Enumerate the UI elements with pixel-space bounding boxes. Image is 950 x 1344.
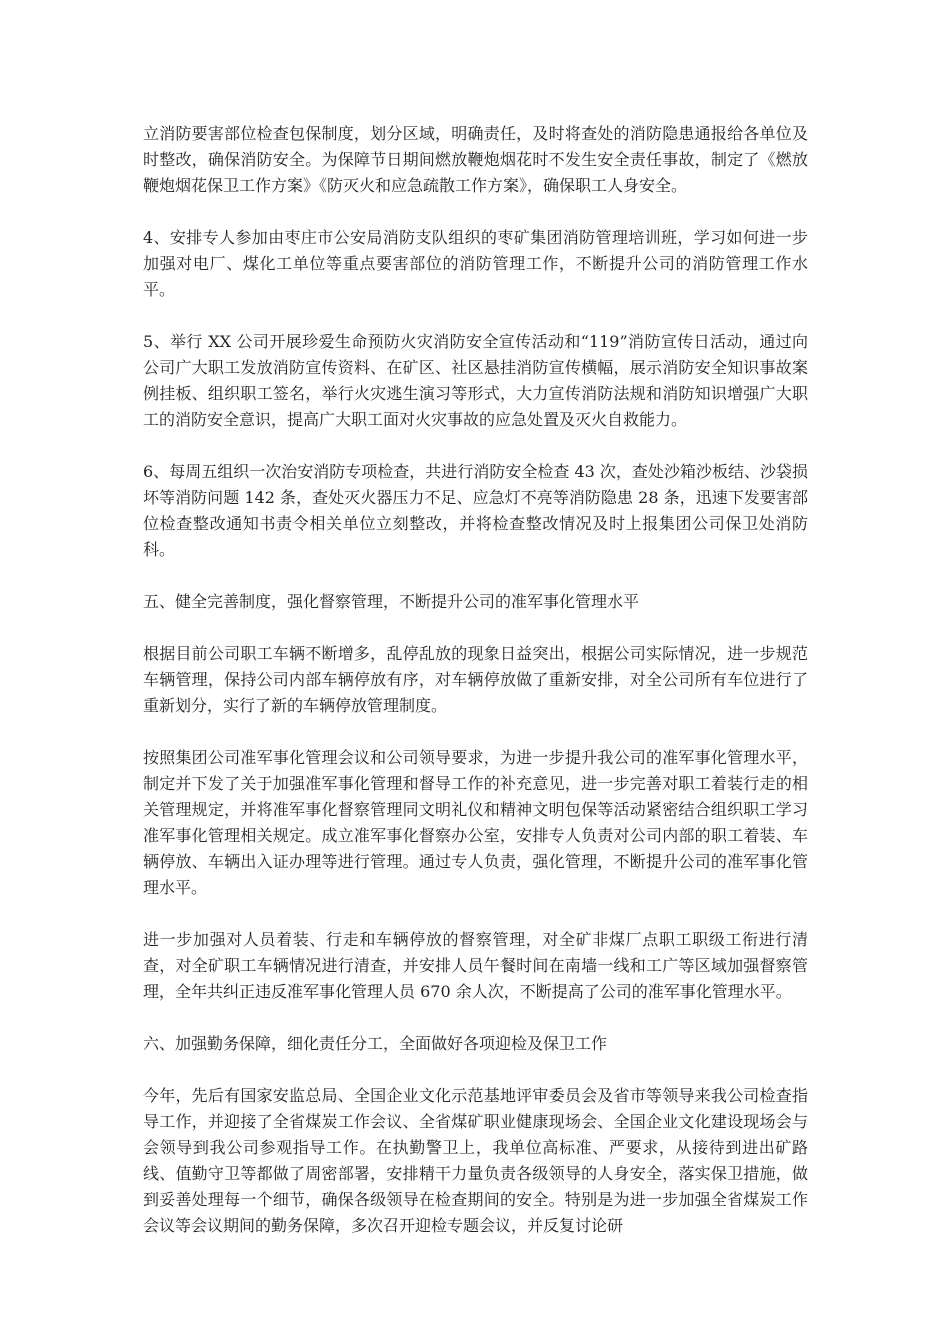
paragraph-item-4-training: 4、安排专人参加由枣庄市公安局消防支队组织的枣矿集团消防管理培训班，学习如何进一步加强对电厂、煤化工单位等重点要害部位的消防管理工作，不断提升公司的消防管理工作水平。 <box>143 228 808 299</box>
paragraph-item-5-publicity: 5、举行 XX 公司开展珍爱生命预防火灾消防安全宣传活动和“119”消防宣传日活动，通过向公司广大职工发放消防宣传资料、在矿区、社区悬挂消防宣传横幅，展示消防安全知识事故案例挂板、组织职工签名，举行火灾逃生演习等形式，大力宣传消防法规和消防知识增强广大职工的消防安全意识，提高广大职工面对火灾事故的应急处置及灭火自救能力。 <box>143 332 808 429</box>
paragraph-vehicle-management: 根据目前公司职工车辆不断增多，乱停乱放的现象日益突出，根据公司实际情况，进一步规范车辆管理，保持公司内部车辆停放有序，对车辆停放做了重新安排，对全公司所有车位进行了重新划分，实行了新的车辆停放管理制度。 <box>143 644 808 715</box>
paragraph-duty-security: 今年，先后有国家安监总局、全国企业文化示范基地评审委员会及省市等领导来我公司检查指导工作，并迎接了全省煤炭工作会议、全省煤矿职业健康现场会、全国企业文化建设现场会与会领导到我公司参观指导工作。在执勤警卫上，我单位高标准、严要求，从接待到进出矿路线、值勤守卫等都做了周密部署，安排精干力量负责各级领导的人身安全，落实保卫措施，做到妥善处理每一个细节，确保各级领导在检查期间的安全。特别是为进一步加强全省煤炭工作会议等会议期间的勤务保障，多次召开迎检专题会议，并反复讨论研 <box>143 1086 808 1235</box>
paragraph-fire-safety-responsibility: 立消防要害部位检查包保制度，划分区域，明确责任，及时将查处的消防隐患通报给各单位及时整改，确保消防安全。为保障节日期间燃放鞭炮烟花时不发生安全责任事故，制定了《燃放鞭炮烟花保卫工作方案》《防灭火和应急疏散工作方案》，确保职工人身安全。 <box>143 124 808 195</box>
paragraph-item-6-inspection: 6、每周五组织一次治安消防专项检查，共进行消防安全检查 43 次，查处沙箱沙板结、沙袋损坏等消防问题 142 条，查处灭火器压力不足、应急灯不亮等消防隐患 28 条，迅速下发要害部位检查整改通知书责令相关单位立刻整改，并将检查整改情况及时上报集团公司保卫处消防科。 <box>143 462 808 559</box>
section-heading-6: 六、加强勤务保障，细化责任分工，全面做好各项迎检及保卫工作 <box>143 1034 608 1053</box>
paragraph-supervision: 进一步加强对人员着装、行走和车辆停放的督察管理，对全矿非煤厂点职工职级工衔进行清查，对全矿职工车辆情况进行清查，并安排人员午餐时间在南墙一线和工广等区域加强督察管理，全年共纠正违反准军事化管理人员 670 余人次，不断提高了公司的准军事化管理水平。 <box>143 930 808 1001</box>
paragraph-paramilitary-management: 按照集团公司准军事化管理会议和公司领导要求，为进一步提升我公司的准军事化管理水平，制定并下发了关于加强准军事化管理和督导工作的补充意见，进一步完善对职工着装行走的相关管理规定，并将准军事化督察管理同文明礼仪和精神文明包保等活动紧密结合组织职工学习准军事化管理相关规定。成立准军事化督察办公室，安排专人负责对公司内部的职工着装、车辆停放、车辆出入证办理等进行管理。通过专人负责，强化管理，不断提升公司的准军事化管理水平。 <box>143 748 808 897</box>
section-heading-5: 五、健全完善制度，强化督察管理，不断提升公司的准军事化管理水平 <box>143 592 640 611</box>
document-body <box>143 121 808 1265</box>
